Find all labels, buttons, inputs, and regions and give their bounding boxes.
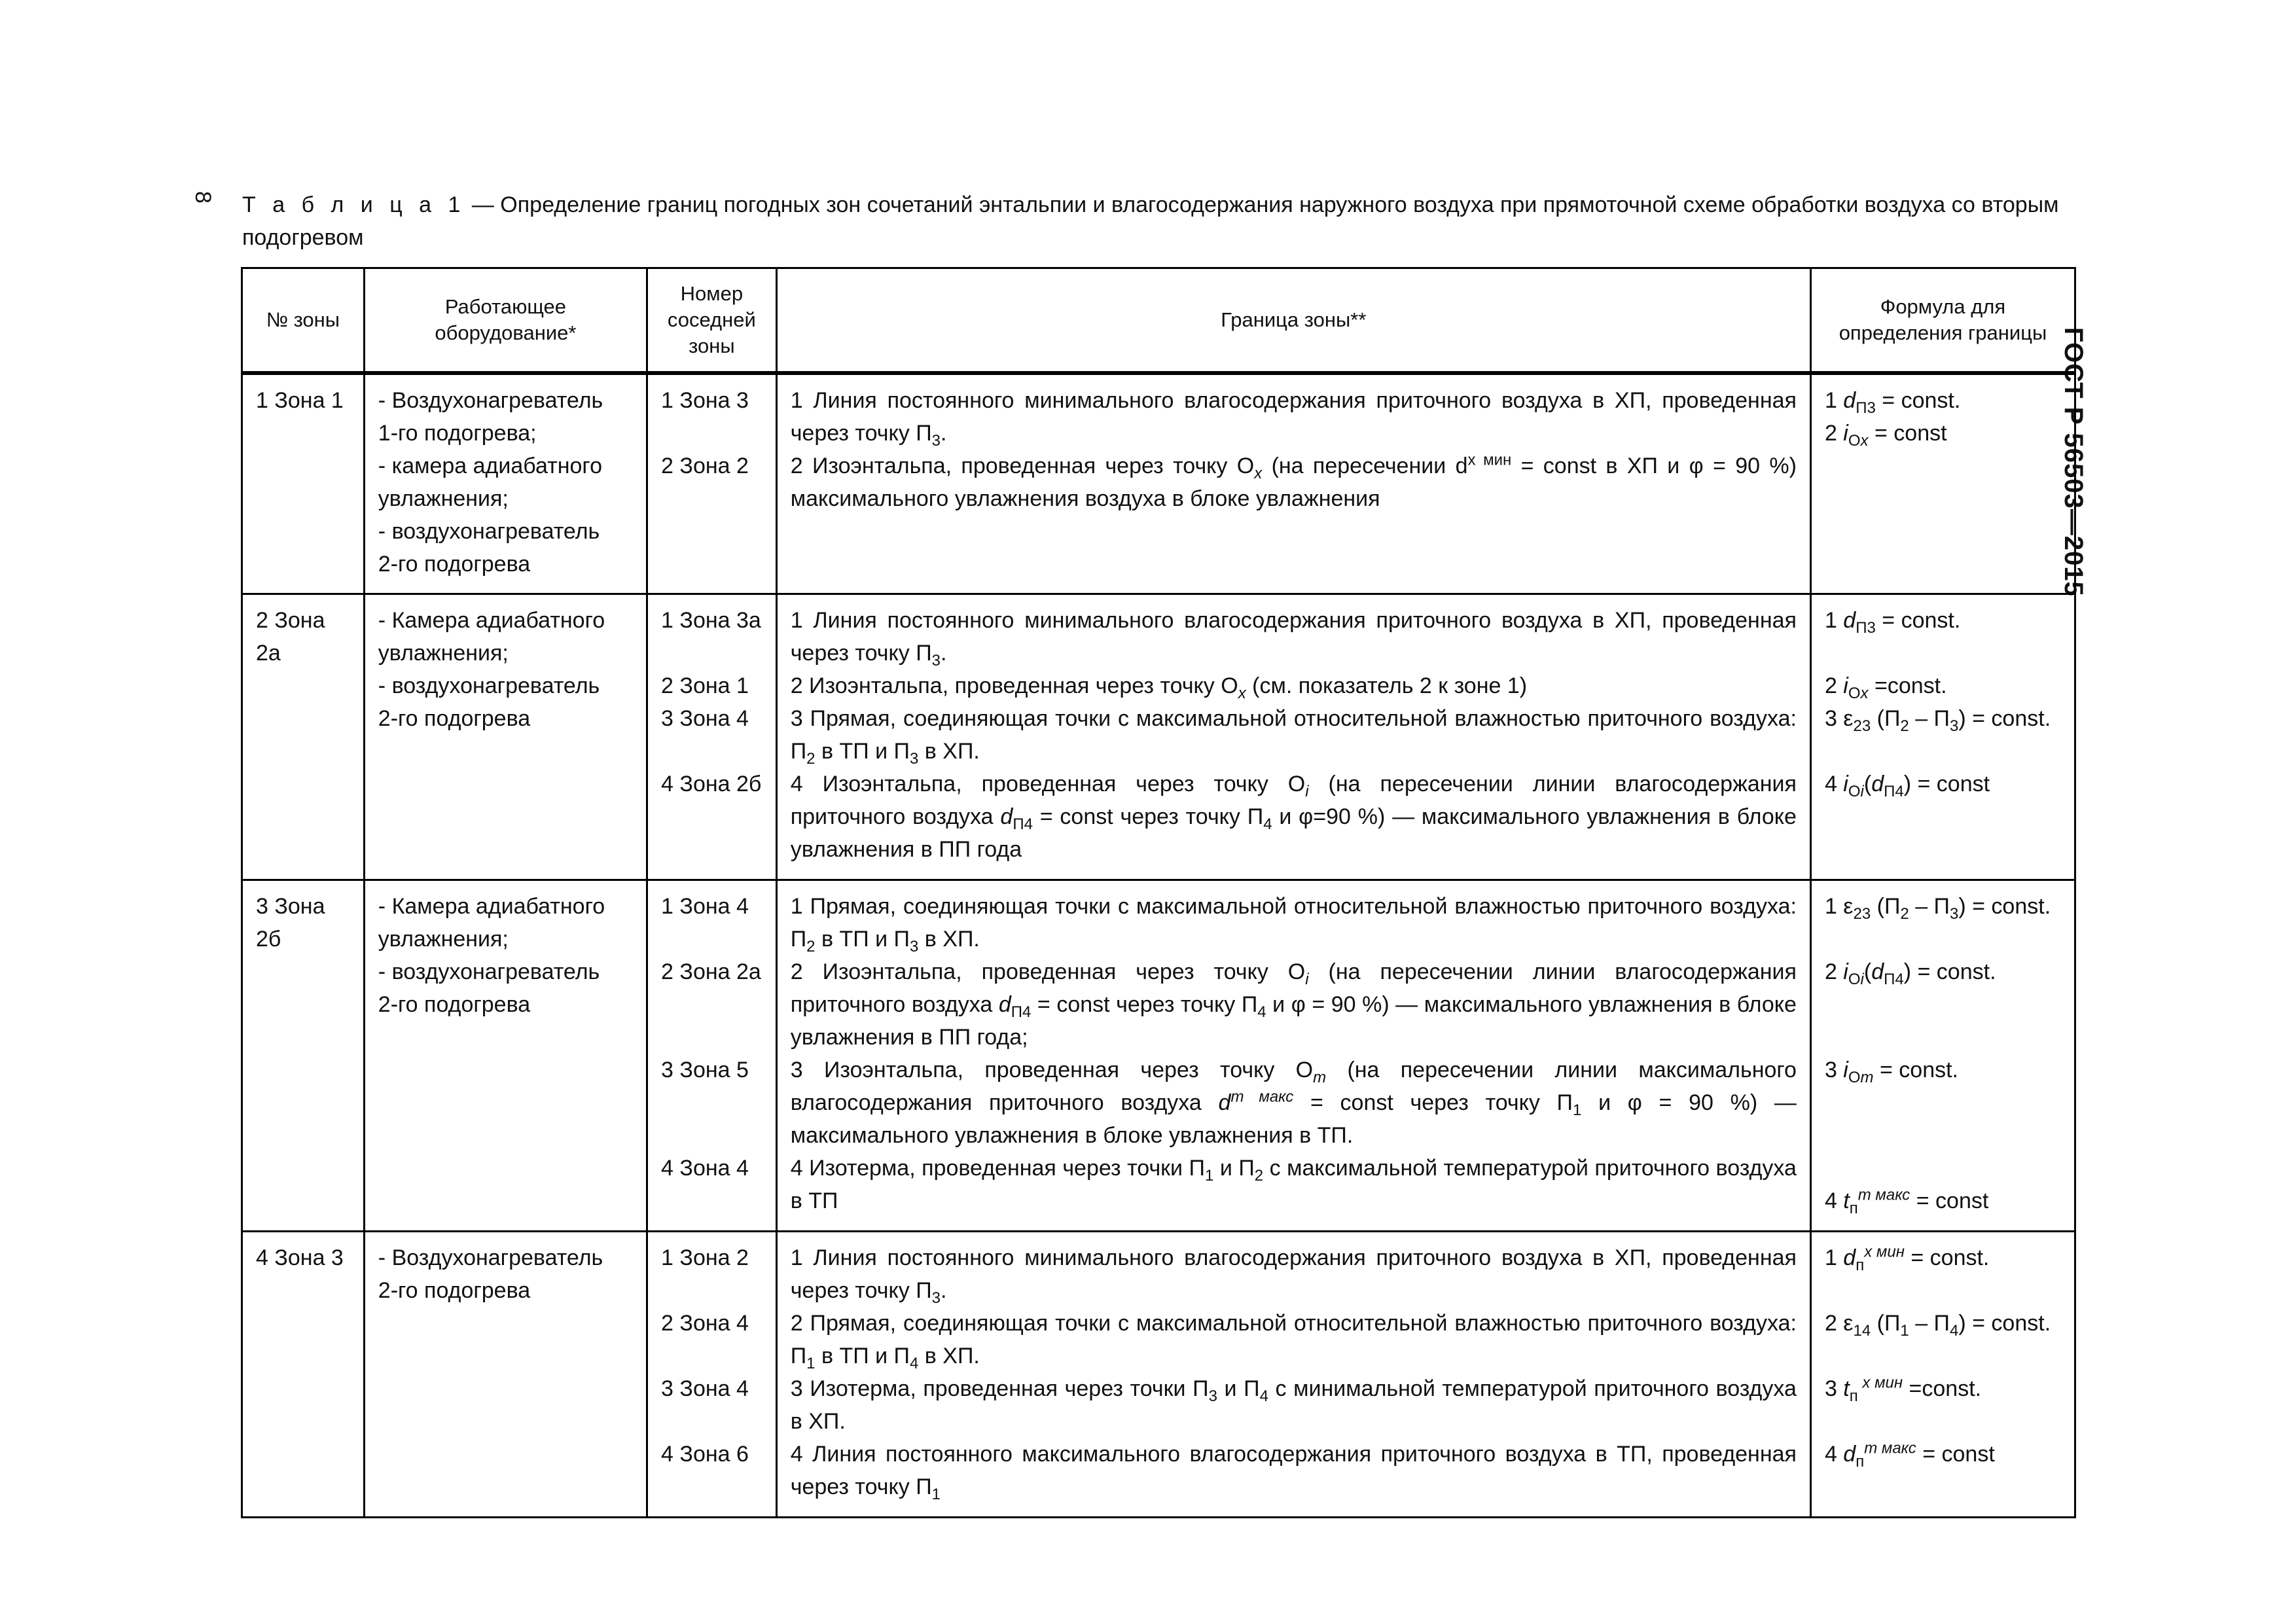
equipment-line: - Камера адиабатного [378, 607, 605, 633]
equipment-line: увлажнения; [378, 486, 509, 511]
neighbor-zone: 2 Зона 2 [661, 454, 749, 478]
equipment-line: - Воздухонагреватель [378, 388, 603, 413]
header-zone-number: № зоны [242, 268, 365, 374]
zone-boundary: 1 Линия постоянного минимального влагосодержания приточного воздуха в ХП, проведенная через точку $П_3$. 2 Изоэнтальпа, проведенная через точку $О_x$ (см. показатель 2 к зоне 1) 3 Прямая, соединяющая точки с максимальной относительной влажностью приточного воздуха: $П_2$ в ТП и $П_3$ в ХП. 4 Изоэнтальпа, проведенная через точку $О_i$ (на пересечении линии влагосодержания приточного воздуха $d_{П4}$ = const через точку $П_4$ и φ=90 %) — максимального увлажнения в блоке увлажнения в ПП года [776, 594, 1810, 880]
neighbor-zone: 2 Зона 4 [661, 1310, 749, 1336]
zone-number: 1 Зона 1 [242, 373, 365, 594]
neighbor-zone: 1 Зона 3а [661, 607, 761, 633]
equipment-list [364, 594, 647, 880]
document-code: ГОСТ Р 56503—2015 [2059, 327, 2088, 597]
equipment-line: - Воздухонагреватель [378, 1245, 603, 1270]
equipment-line: - камера адиабатного [378, 454, 602, 478]
neighbor-zone: 3 Зона 4 [661, 705, 749, 731]
table-row [242, 880, 2075, 1231]
equipment-line: 2-го подогрева [378, 991, 531, 1017]
formula: 1 $d_{П3}$ = const. 2 $i_{Оx}$ = const [1810, 373, 2075, 594]
zone-boundary: 1 Прямая, соединяющая точки с максимальной относительной влажностью приточного воздуха: $П_2$ в ТП и $П_3$ в ХП. 2 Изоэнтальпа, проведенная через точку $О_i$ (на пересечении линии влагосодержания приточного воздуха $d_{П4}$ = const через точку $П_4$ и φ = 90 %) — максимального увлажнения в блоке увлажнения в ПП года; 3 Изоэнтальпа, проведенная через точку $О_m$ (на пересечении линии максимального влагосодержания приточного воздуха $d^{m макс}$ = const через точку $П_1$ и φ = 90 %) — максимального увлажнения в блоке увлажнения в ТП. 4 Изотерма, проведенная через точки $П_1$ и $П_2$ с максимальной температурой приточного воздуха в ТП [776, 880, 1810, 1231]
table-row [242, 594, 2075, 880]
neighbor-zones [647, 373, 777, 594]
neighbor-zone: 1 Зона 2 [661, 1245, 749, 1270]
equipment-line: 1-го подогрева; [378, 421, 537, 446]
neighbor-zone: 4 Зона 2б [661, 771, 762, 796]
equipment-line: - воздухонагреватель [378, 519, 600, 544]
formula: 1 $\varepsilon_{23}$ $(П_2 - П_3)$ = const. 2 $i_{Оi}(d_{П4})$ = const. 3 $i_{Оm}$ = const. 4 $t_п^{m макс}$ = const [1810, 880, 2075, 1231]
equipment-line: 2-го подогрева [378, 1277, 531, 1303]
equipment-line: увлажнения; [378, 926, 509, 952]
zone-boundary: 1 Линия постоянного минимального влагосодержания приточного воздуха в ХП, проведенная через точку $П_3$. 2 Изоэнтальпа, проведенная через точку $О_x$ (на пересечении $d^{x мин}$ = const в ХП и φ = 90 %) максимального увлажнения воздуха в блоке увлажнения [776, 373, 1810, 594]
header-equipment: Работающее оборудование* [364, 268, 647, 374]
neighbor-zones [647, 1231, 777, 1517]
neighbor-zones [647, 880, 777, 1231]
equipment-line: - Камера адиабатного [378, 893, 605, 919]
formula: 1 $d_п^{x мин}$ = const. 2 $\varepsilon_{14}$ $(П_1 - П_4)$ = const. 3 $t_п$ $^{x мин}$ =const. 4 $d_п^{m макс}$ = const [1810, 1231, 2075, 1517]
header-neighbor-zone: Номер соседней зоны [647, 268, 777, 374]
neighbor-zones [647, 594, 777, 880]
neighbor-zone: 2 Зона 2а [661, 959, 761, 984]
caption-label: Т а б л и ц а 1 [242, 192, 466, 217]
neighbor-zone: 1 Зона 3 [661, 388, 749, 413]
equipment-list [364, 1231, 647, 1517]
zone-number: 4 Зона 3 [242, 1231, 365, 1517]
zone-boundary: 1 Линия постоянного минимального влагосодержания приточного воздуха в ХП, проведенная через точку $П_3$. 2 Прямая, соединяющая точки с максимальной относительной влажностью приточного воздуха: $П_1$ в ТП и $П_4$ в ХП. 3 Изотерма, проведенная через точки $П_3$ и $П_4$ с минимальной температурой приточного воздуха в ХП. 4 Линия постоянного максимального влагосодержания приточного воздуха в ТП, проведенная через точку $П_1$ [776, 1231, 1810, 1517]
table-row [242, 373, 2075, 594]
zone-number: 2 Зона 2а [242, 594, 365, 880]
table-header-row [242, 268, 2075, 374]
neighbor-zone: 2 Зона 1 [661, 673, 749, 698]
zones-table [241, 267, 2076, 1518]
neighbor-zone: 4 Зона 6 [661, 1441, 749, 1467]
equipment-line: 2-го подогрева [378, 705, 531, 731]
header-formula: Формула для определения границы [1810, 268, 2075, 374]
caption-text: — Определение границ погодных зон сочетаний энтальпии и влагосодержания наружного воздуха при прямоточной схеме обработки воздуха со вторым подогревом [242, 192, 2059, 250]
table-caption [242, 188, 2075, 254]
equipment-list [364, 880, 647, 1231]
neighbor-zone: 3 Зона 4 [661, 1376, 749, 1401]
neighbor-zone: 4 Зона 4 [661, 1155, 749, 1181]
header-zone-boundary: Граница зоны** [776, 268, 1810, 374]
equipment-line: - воздухонагреватель [378, 959, 600, 984]
equipment-line: увлажнения; [378, 640, 509, 666]
equipment-line: 2-го подогрева [378, 552, 531, 577]
neighbor-zone: 3 Зона 5 [661, 1057, 749, 1082]
equipment-line: - воздухонагреватель [378, 673, 600, 698]
table-row [242, 1231, 2075, 1517]
neighbor-zone: 1 Зона 4 [661, 893, 749, 919]
page-number: 8 [190, 191, 215, 204]
equipment-list [364, 373, 647, 594]
zone-number: 3 Зона 2б [242, 880, 365, 1231]
formula: 1 $d_{П3}$ = const. 2 $i_{Оx}$ =const. 3 $\varepsilon_{23}$ $(П_2 - П_3)$ = const. 4 $i_{Оi}(d_{П4})$ = const [1810, 594, 2075, 880]
